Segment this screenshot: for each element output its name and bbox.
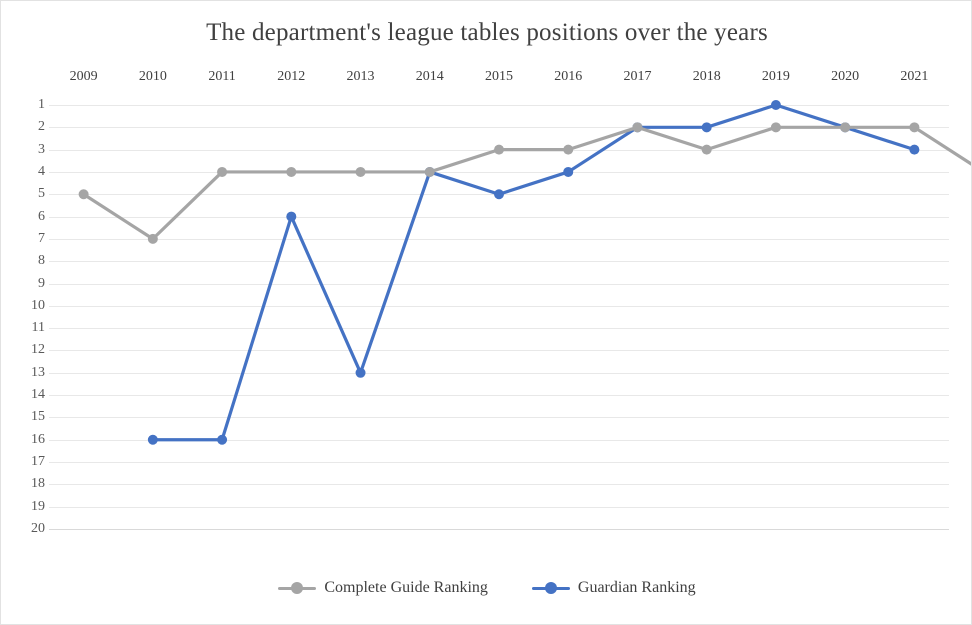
legend-marker-icon (278, 581, 316, 595)
y-tick-label: 13 (31, 364, 45, 380)
y-tick-label: 18 (31, 476, 45, 492)
x-tick-label: 2011 (208, 69, 236, 84)
legend-entry[interactable] (278, 579, 488, 597)
legend-dot-icon (545, 582, 557, 594)
chart-legend (1, 579, 972, 597)
y-tick-label: 16 (31, 431, 45, 447)
y-tick-label: 17 (31, 454, 45, 470)
data-point (148, 435, 158, 445)
y-tick-label: 7 (38, 230, 45, 246)
x-tick-label: 2021 (900, 69, 929, 84)
series-lines (49, 101, 949, 553)
x-tick-label: 2017 (623, 69, 652, 84)
legend-marker-icon (532, 581, 570, 595)
y-tick-label: 4 (38, 163, 45, 179)
x-tick-label: 2019 (761, 69, 790, 84)
x-tick-label: 2018 (692, 69, 721, 84)
data-point (632, 122, 642, 132)
series-line (84, 127, 972, 239)
data-point (909, 145, 919, 155)
data-point (286, 167, 296, 177)
data-point (494, 189, 504, 199)
y-tick-label: 5 (38, 186, 45, 202)
data-point (771, 100, 781, 110)
legend-label: Complete Guide Ranking (324, 579, 488, 596)
y-tick-label: 9 (38, 275, 45, 291)
y-tick-label: 2 (38, 119, 45, 135)
data-point (840, 122, 850, 132)
data-point (563, 145, 573, 155)
y-tick-label: 10 (31, 297, 45, 313)
x-tick-label: 2014 (415, 69, 444, 84)
data-point (771, 122, 781, 132)
y-tick-label: 8 (38, 253, 45, 269)
plot-area (49, 101, 949, 553)
x-tick-label: 2013 (346, 69, 375, 84)
y-axis-tick-labels (1, 97, 45, 553)
chart-title: The department's league tables positions over the years (206, 19, 768, 46)
legend-dot-icon (291, 582, 303, 594)
data-point (79, 189, 89, 199)
x-tick-label: 2012 (277, 69, 306, 84)
legend-label: Guardian Ranking (577, 579, 696, 596)
y-tick-label: 19 (31, 498, 45, 514)
x-tick-label: 2009 (69, 69, 98, 84)
y-tick-label: 6 (38, 208, 45, 224)
data-point (909, 122, 919, 132)
y-tick-label: 12 (31, 342, 45, 358)
data-point (286, 212, 296, 222)
data-point (356, 167, 366, 177)
y-tick-label: 20 (31, 521, 45, 536)
y-tick-label: 11 (31, 320, 45, 336)
data-point (494, 145, 504, 155)
x-tick-label: 2016 (554, 69, 583, 84)
x-tick-label: 2020 (831, 69, 860, 84)
data-point (563, 167, 573, 177)
x-tick-label: 2015 (485, 69, 513, 84)
y-tick-label: 1 (38, 97, 45, 112)
series-line (153, 105, 915, 440)
data-point (356, 368, 366, 378)
x-axis-tick-labels (49, 69, 949, 91)
legend-entry[interactable] (532, 579, 696, 597)
data-point (217, 435, 227, 445)
data-point (702, 122, 712, 132)
x-axis-line (49, 529, 949, 530)
y-tick-label: 3 (38, 141, 45, 157)
data-point (217, 167, 227, 177)
y-tick-label: 15 (31, 409, 45, 425)
data-point (148, 234, 158, 244)
y-tick-label: 14 (31, 387, 45, 403)
data-point (425, 167, 435, 177)
data-point (702, 145, 712, 155)
x-tick-label: 2010 (138, 69, 167, 84)
